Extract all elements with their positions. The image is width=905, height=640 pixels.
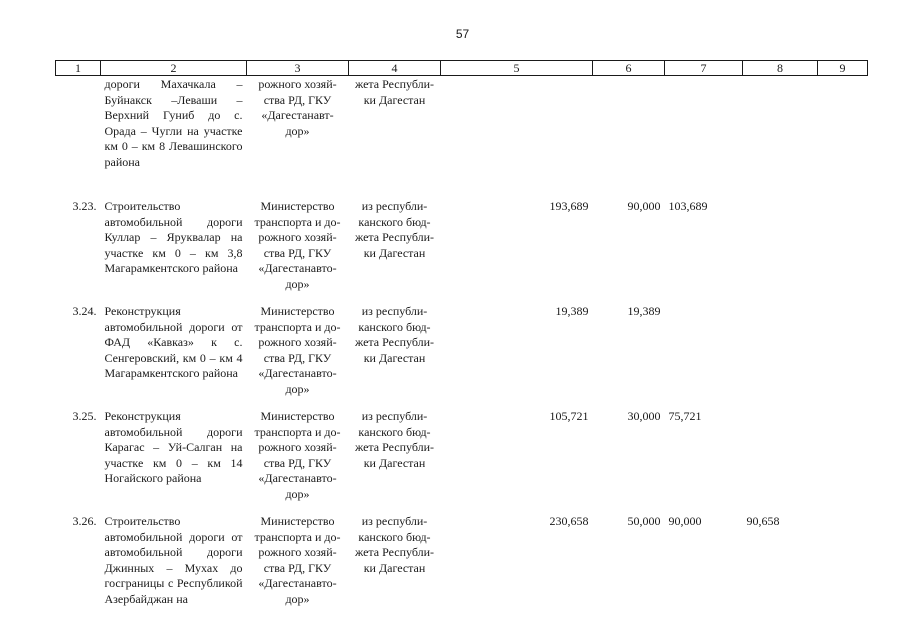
amount-col-9 [818,199,868,304]
amount-year-1 [593,76,665,200]
column-header-4: 4 [349,61,441,76]
amount-year-1: 30,000 [627,409,661,423]
amount-year-2 [665,304,743,409]
total-amount: 19,389 [555,304,589,318]
table-row [56,304,868,409]
row-number: 3.23. [72,199,97,213]
amount-col-9 [818,409,868,514]
amount-year-1: 90,000 [627,199,661,213]
program-table [55,60,868,614]
amount-year-3: 90,658 [746,514,780,528]
column-header-2: 2 [101,61,247,76]
row-number: 3.25. [72,409,97,423]
amount-col-9 [818,514,868,614]
amount-year-3 [743,76,818,200]
table-row [56,199,868,304]
amount-year-3 [743,409,818,514]
executor: Министерство транспорта и до- рожного хозяй- ства РД, ГКУ «Дагестанавто- дор» [254,514,341,606]
amount-year-2 [665,76,743,200]
column-header-1: 1 [56,61,101,76]
object-name: Строительство автомобильной дороги от автомобильной дороги Джинных – Мухах до госграницы с Республикой Азербайджан на [104,514,243,606]
column-header-9: 9 [818,61,868,76]
funding-source: из республи- канского бюд- жета Республи- ки Дагестан [354,199,435,260]
funding-source: из республи- канского бюд- жета Республи- ки Дагестан [354,409,435,470]
total-amount: 230,658 [549,514,589,528]
object-name: дороги Махачкала – Буйнакск –Леваши – Верхний Гуниб до с. Орада – Чугли на участке км 0 – км 8 Левашинского района [104,77,243,169]
funding-source: жета Республи- ки Дагестан [354,77,435,107]
executor: Министерство транспорта и до- рожного хозяй- ства РД, ГКУ «Дагестанавто- дор» [254,199,341,291]
table-row [56,514,868,614]
executor: рожного хозяй- ства РД, ГКУ «Дагестанавт- дор» [258,77,337,138]
table-row-continuation [56,76,868,200]
column-header-6: 6 [593,61,665,76]
amount-col-9 [818,304,868,409]
funding-source: из республи- канского бюд- жета Республи- ки Дагестан [354,304,435,365]
page-number: 57 [455,27,470,41]
executor: Министерство транспорта и до- рожного хозяй- ства РД, ГКУ «Дагестанавто- дор» [254,409,341,501]
amount-year-2: 103,689 [668,199,708,213]
total-amount [441,76,593,200]
amount-year-1: 19,389 [627,304,661,318]
amount-year-2: 75,721 [668,409,702,423]
total-amount: 105,721 [549,409,589,423]
column-header-7: 7 [665,61,743,76]
amount-year-3 [743,199,818,304]
amount-year-1: 50,000 [627,514,661,528]
object-name: Строительство автомобильной дороги Куллар – Яруквалар на участке км 0 – км 3,8 Магарамкентского района [104,199,243,275]
row-number: 3.24. [72,304,97,318]
table-row [56,409,868,514]
amount-year-3 [743,304,818,409]
row-number: 3.26. [72,514,97,528]
object-name: Реконструкция автомобильной дороги от ФАД «Кавказ» к с. Сенгеровский, км 0 – км 4 Магарамкентского района [104,304,243,380]
object-name: Реконструкция автомобильной дороги Карагас – Уй-Салган на участке км 0 – км 14 Ногайского района [104,409,243,485]
amount-col-9 [818,76,868,200]
column-header-5: 5 [441,61,593,76]
row-number [56,76,101,200]
column-header-3: 3 [247,61,349,76]
amount-year-2: 90,000 [668,514,702,528]
column-header-8: 8 [743,61,818,76]
total-amount: 193,689 [549,199,589,213]
funding-source: из республи- канского бюд- жета Республи- ки Дагестан [354,514,435,575]
executor: Министерство транспорта и до- рожного хозяй- ства РД, ГКУ «Дагестанавто- дор» [254,304,341,396]
table-header [56,61,868,76]
